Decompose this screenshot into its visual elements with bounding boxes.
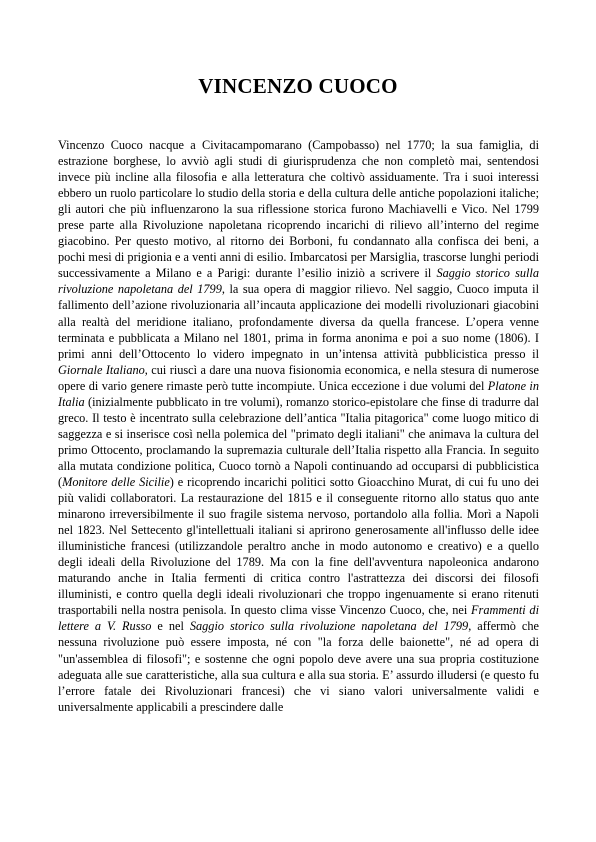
italic-title-run: Giornale Italiano	[58, 362, 145, 377]
italic-title-run: Saggio storico sulla rivoluzione napoletana del 1799	[189, 619, 469, 634]
page-title: VINCENZO CUOCO	[198, 74, 398, 98]
text-run: (inizialmente pubblicato in tre volumi), romanzo storico-epistolare che finse di tradurre dal greco. Il testo è incentrato sulla celebrazione dell’antica "Italia pitagorica" come luogo mitico di saggezza e si inserisce così nella polemica del "primato degli italiani" che animava la cultura del primo Ottocento, proclamando la supremazia culturale dell’Italia rispetto alla Francia. In seguito alla mutata condizione politica, Cuoco tornò a Napoli continuando ad occuparsi di pubblicistica (	[58, 394, 539, 489]
text-run: Vincenzo Cuoco nacque a Civitacampomarano (Campobasso) nel 1770; la sua famiglia, di estrazione borghese, lo avviò agli studi di giurisprudenza che non completò mai, sentendosi invece più incline alla filosofia e alla letteratura che coltivò assiduamente. Tra i suoi interessi ebbero un ruolo particolare lo studio della storia e della cultura delle antiche popolazioni italiche; gli autori che più influenzarono la sua riflessione storica furono Machiavelli e Vico. Nel 1799 prese parte alla Rivoluzione napoletana ricoprendo incarichi di rilievo all’interno del regime giacobino. Per questo motivo, al ritorno dei Borboni, fu condannato alla confisca dei beni, a pochi mesi di prigionia e a venti anni di esilio. Imbarcatosi per Marsiglia, trascorse lunghi periodi successivamente a Milano e a Parigi: durante l’esilio iniziò a scrivere il	[58, 138, 539, 281]
body-paragraph	[58, 137, 539, 715]
italic-title-run: Frammenti di lettere a V. Russo	[58, 603, 539, 634]
text-run: , la sua opera di maggior rilievo. Nel saggio, Cuoco imputa il fallimento dell’azione rivoluzionaria all’incauta applicazione dei modelli rivoluzionari giacobini alla realtà del meridione italiano, profondamente diversa da quella francese. L’opera venne terminata e pubblicata a Milano nel 1801, prima in forma anonima e poi a suo nome (1806). I primi anni dell’Ottocento lo videro impegnato in un’intensa attività pubblicistica presso il	[58, 282, 540, 361]
text-run: , cui riuscì a dare una nuova fisionomia economica, e nella stesura di numerose opere di vario genere rimaste però tutte incompiute. Unica eccezione i due volumi del	[58, 362, 539, 393]
italic-title-run: Monitore delle Sicilie	[62, 474, 170, 489]
text-run: ) e ricoprendo incarichi politici sotto Gioacchino Murat, di cui fu uno dei più validi collaboratori. La restaurazione del 1815 e il conseguente ritorno allo status quo ante minarono irreversibilmente il suo fragile sistema nervoso, portandolo alla follia. Morì a Napoli nel 1823. Nel Settecento gl'intellettuali italiani si aprirono generosamente all'influsso delle idee illuministiche francesi (utilizzandole peraltro anche in modo autonomo e creativo) e a quello degli ideali della Rivoluzione del 1789. Ma con la fine dell'avventura napoleonica andarono maturando anche in Italia fermenti di critica contro l'astrattezza dei discorsi dei filosofi illuministi, e contro quella degli ideali rivoluzionari che troppo ingenuamente si erano ritenuti trasportabili nella nostra penisola. In questo clima visse Vincenzo Cuoco, che, nei	[58, 474, 539, 618]
italic-title-run: Platone in Italia	[58, 378, 540, 409]
italic-title-run: Saggio storico sulla rivoluzione napoletana del 1799	[58, 266, 539, 297]
text-run: e nel	[151, 619, 190, 634]
text-run: , affermò che nessuna rivoluzione può essere imposta, né con "la forza delle baionette", né ad opera di "un'assemblea di filosofi"; e sostenne che ogni popolo deve avere una sua propria costituzione adeguata alle sue caratteristiche, alla sua cultura e alla sua storia. E’ assurdo illudersi (e questo fu l’errore fatale dei Rivoluzionari francesi) che vi siano valori universalmente validi e universalmente applicabili a prescindere dalle	[58, 619, 540, 714]
